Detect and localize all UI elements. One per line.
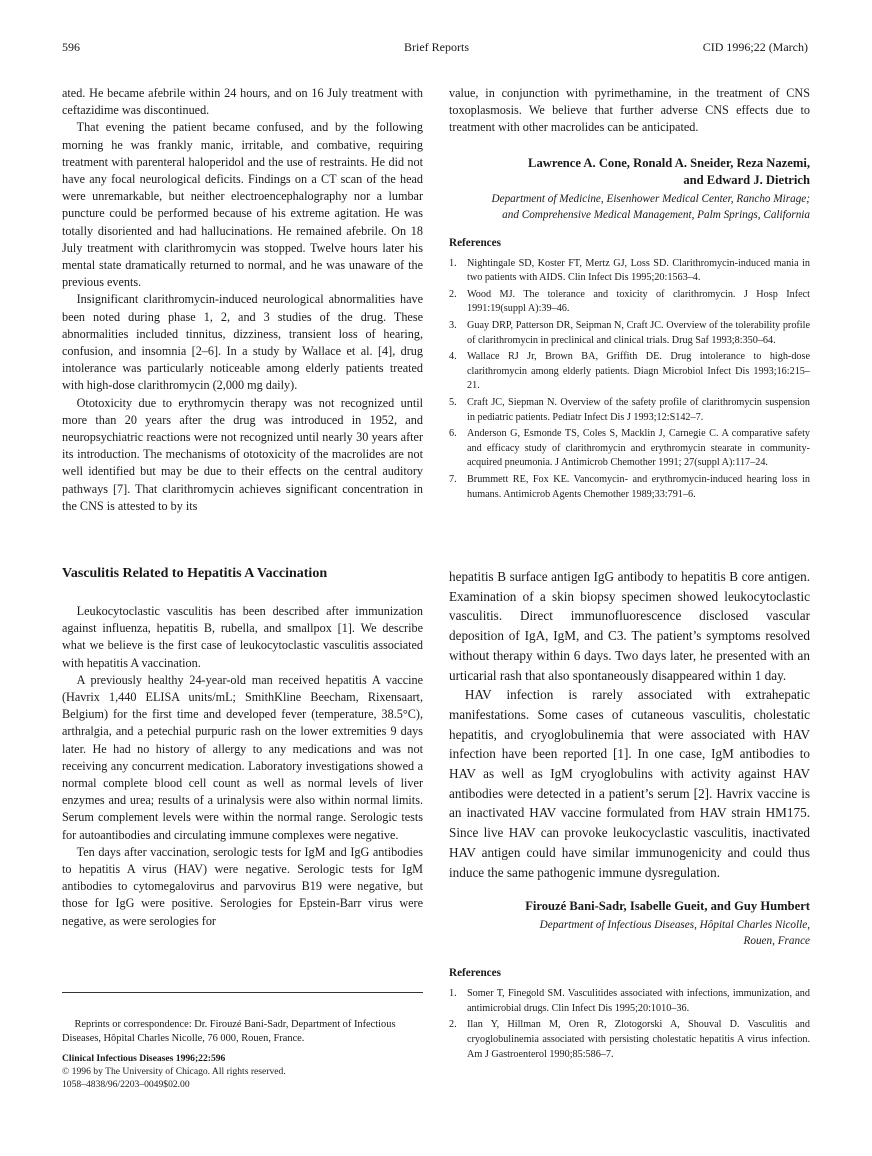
article-title: Vasculitis Related to Hepatitis A Vaccination bbox=[62, 566, 328, 581]
reference-item bbox=[449, 427, 810, 471]
paragraph: Ototoxicity due to erythromycin therapy was not recognized until more than 20 years after the drug was introduced in 1952, and neuropsychiatric reactions were not recognized until nearly 30 years after its introduction. The mechanisms of ototoxicity of the macrolides are not well identified but may be due to their effects on the central auditory pathways [7]. That clarithromycin achieves significant concentration in the CNS is attested to by its bbox=[62, 395, 423, 513]
reference-number: 4. bbox=[449, 351, 457, 363]
article1-right-column bbox=[449, 85, 810, 504]
reference-text: Guay DRP, Patterson DR, Seipman N, Craft JC. Overview of the tolerability profile of clarithromycin in preclinical and clinical trials. Drug Saf 1993;8:350–64. bbox=[467, 319, 810, 346]
paragraph: HAV infection is rarely associated with extrahepatic manifestations. Some cases of cutaneous vasculitis, cholestatic hepatitis, and cryoglobulinemia that were associated with HAV infection have been reported [1]. In one case, IgM antibodies to HAV as well as IgM cryoglobulins with activity against HAV antibodies were detected in a patient’s serum [2]. Havrix vaccine is an inactivated HAV vaccine formulated from HAV strain HM175. Since live HAV can provoke leukocyclastic vasculitis, inactivated HAV antigen could have similar immunogenicity and could thus induce the same pathogenic immune dysregulation. bbox=[449, 687, 810, 880]
references-heading: References bbox=[449, 236, 501, 249]
reference-item bbox=[449, 319, 810, 348]
reference-number: 5. bbox=[449, 396, 457, 408]
article1-left-column bbox=[62, 85, 423, 515]
reference-number: 6. bbox=[449, 428, 457, 440]
reference-number: 1. bbox=[449, 257, 457, 269]
reference-item bbox=[449, 987, 810, 1016]
reference-text: Wood MJ. The tolerance and toxicity of clarithromycin. J Hosp Infect 1991:19(suppl A):39–46. bbox=[467, 288, 810, 315]
reference-text: Somer T, Finegold SM. Vasculitides associated with infections, immunization, and antimicrobial drugs. Clin Infect Dis 1995;20:1010–36. bbox=[467, 988, 810, 1014]
copyright-notice: © 1996 by The University of Chicago. All rights reserved. bbox=[62, 1066, 286, 1078]
reference-list bbox=[449, 987, 810, 1062]
references-heading: References bbox=[449, 967, 501, 980]
reference-number: 3. bbox=[449, 319, 457, 331]
reference-number: 1. bbox=[449, 988, 457, 1000]
paragraph: value, in conjunction with pyrimethamine, in the treatment of CNS toxoplasmosis. We believe that further adverse CNS effects due to treatment with other macrolides can be anticipated. bbox=[449, 86, 810, 135]
reference-text: Ilan Y, Hillman M, Oren R, Zlotogorski A, Shouval D. Vasculitis and cryoglobulinemia associated with persisting cholestatic hepatitis A virus infection. Am J Gastroenterol 1990;85:586–7. bbox=[467, 1019, 810, 1060]
paragraph: Insignificant clarithromycin-induced neurological abnormalities have been noted during phase 1, 2, and 3 studies of the drug. These abnormalities included tinnitus, dizziness, transient loss of hearing, confusion, and insomnia [2–6]. In a study by Wallace et al. [4], drug intolerance was particularly noticeable among elderly patients treated with high-dose clarithromycin (2,000 mg daily). bbox=[62, 292, 423, 393]
journal-citation: Clinical Infectious Diseases 1996;22:596 bbox=[62, 1053, 226, 1065]
reference-item bbox=[449, 473, 810, 502]
paragraph: ated. He became afebrile within 24 hours, and on 16 July treatment with ceftazidime was discontinued. bbox=[62, 86, 423, 118]
reference-text: Anderson G, Esmonde TS, Coles S, Macklin J, Carnegie C. A comparative safety and efficacy study of clarithromycin and erythromycin stearate in community-acquired pneumonia. J Antimicrob Chemother 1991; 27(suppl A):117–24. bbox=[467, 428, 810, 469]
paragraph: Ten days after vaccination, serologic tests for IgM and IgG antibodies to hepatitis A virus (HAV) were negative. Serologic tests for IgM antibodies to cytomegalovirus and parvovirus B19 were negative, but those for IgG were positive. Serologies for Epstein-Barr virus were negative, as were serologies for bbox=[62, 844, 423, 928]
reference-item bbox=[449, 396, 810, 425]
reference-number: 2. bbox=[449, 288, 457, 300]
reference-item bbox=[449, 1018, 810, 1062]
article2-left-column bbox=[62, 603, 423, 930]
author-list: Firouzé Bani-Sadr, Isabelle Gueit, and Guy Humbert bbox=[525, 899, 810, 914]
reference-item bbox=[449, 288, 810, 317]
reference-text: Wallace RJ Jr, Brown BA, Griffith DE. Drug intolerance to high-dose clarithromycin among elderly patients. Diagn Microbiol Infect Dis 1993;16:215–21. bbox=[467, 351, 810, 392]
page-number: 596 bbox=[62, 40, 80, 54]
journal-citation-header: CID 1996;22 (March) bbox=[702, 40, 808, 54]
paragraph: Leukocytoclastic vasculitis has been described after immunization against influenza, hepatitis B, rubella, and smallpox [1]. We describe what we believe is the first case of leukocytoclastic vasculitis associated with hepatitis A vaccination. bbox=[62, 604, 423, 670]
reference-number: 2. bbox=[449, 1019, 457, 1031]
paragraph: hepatitis B surface antigen IgG antibody to hepatitis B core antigen. Examination of a skin biopsy specimen showed leukocytoclastic vasculitis. Direct immunofluorescence disclosed vascular deposition of IgA, IgM, and C3. The patient’s symptoms resolved without therapy within 6 days. Two days later, he presented with an urticarial rash that also spontaneously disappeared within 1 day. bbox=[449, 569, 810, 683]
affiliation: Department of Infectious Diseases, Hôpital Charles Nicolle, Rouen, France bbox=[539, 919, 810, 948]
article2-title-block bbox=[62, 566, 423, 582]
footnote-divider bbox=[62, 992, 423, 993]
reference-number: 7. bbox=[449, 473, 457, 485]
reference-list bbox=[449, 257, 810, 503]
affiliation: Department of Medicine, Eisenhower Medical Center, Rancho Mirage; and Comprehensive Medical Management, Palm Springs, California bbox=[491, 192, 810, 221]
section-name: Brief Reports bbox=[404, 40, 469, 54]
issn-code: 1058–4838/96/2203–0049$02.00 bbox=[62, 1079, 190, 1091]
reference-text: Brummett RE, Fox KE. Vancomycin- and erythromycin-induced hearing loss in humans. Antimicrob Agents Chemother 1989;33:791–6. bbox=[467, 473, 810, 500]
reference-text: Craft JC, Siepman N. Overview of the safety profile of clarithromycin suspension in pediatric patients. Pediatr Infect Dis J 1993;12:S142–7. bbox=[467, 396, 810, 423]
reference-item bbox=[449, 257, 810, 286]
paragraph: That evening the patient became confused, and by the following morning he was frankly manic, irritable, and combative, requiring treatment with parenteral haloperidol and the use of restraints. He did not have any focal neurological deficits. Findings on a CT scan of the head were unremarkable, but neither electroencephalography nor a lumbar puncture could be performed because of his extreme agitation. He was totally disoriented and had hallucinations. He remained afebrile. On 18 July treatment with clarithromycin was stopped. Twelve hours later his mental state dramatically returned to normal, and he was unaware of the previous events. bbox=[62, 120, 423, 290]
footnote bbox=[62, 1018, 423, 1091]
paragraph: A previously healthy 24-year-old man received hepatitis A vaccine (Havrix 1,440 ELISA units/mL; SmithKline Beecham, Rixensaart, Belgium) for the first time and developed fever (temperature, 38.5°C), arthralgia, and a petechial purpuric rash on the lower extremities 9 days later. He had no history of allergy to any medications and was not receiving any concurrent medication. Laboratory investigations showed a normal complete blood cell count as well as normal levels of liver enzymes and urea; results of a urinalysis were also within normal limits. Serum complement levels were within the normal range. Serologic tests for autoantibodies and circulating immune complexes were negative. bbox=[62, 672, 423, 842]
article2-right-column bbox=[449, 567, 810, 1064]
author-list: Lawrence A. Cone, Ronald A. Sneider, Reza Nazemi, and Edward J. Dietrich bbox=[528, 155, 810, 187]
reference-text: Nightingale SD, Koster FT, Mertz GJ, Loss SD. Clarithromycin-induced mania in two patients with AIDS. Clin Infect Dis 1995;20:1563–4. bbox=[467, 257, 810, 284]
correspondence-note: Reprints or correspondence: Dr. Firouzé Bani-Sadr, Department of Infectious Diseases, Hôpital Charles Nicolle, 76 000, Rouen, France. bbox=[62, 1019, 396, 1045]
reference-item bbox=[449, 350, 810, 394]
